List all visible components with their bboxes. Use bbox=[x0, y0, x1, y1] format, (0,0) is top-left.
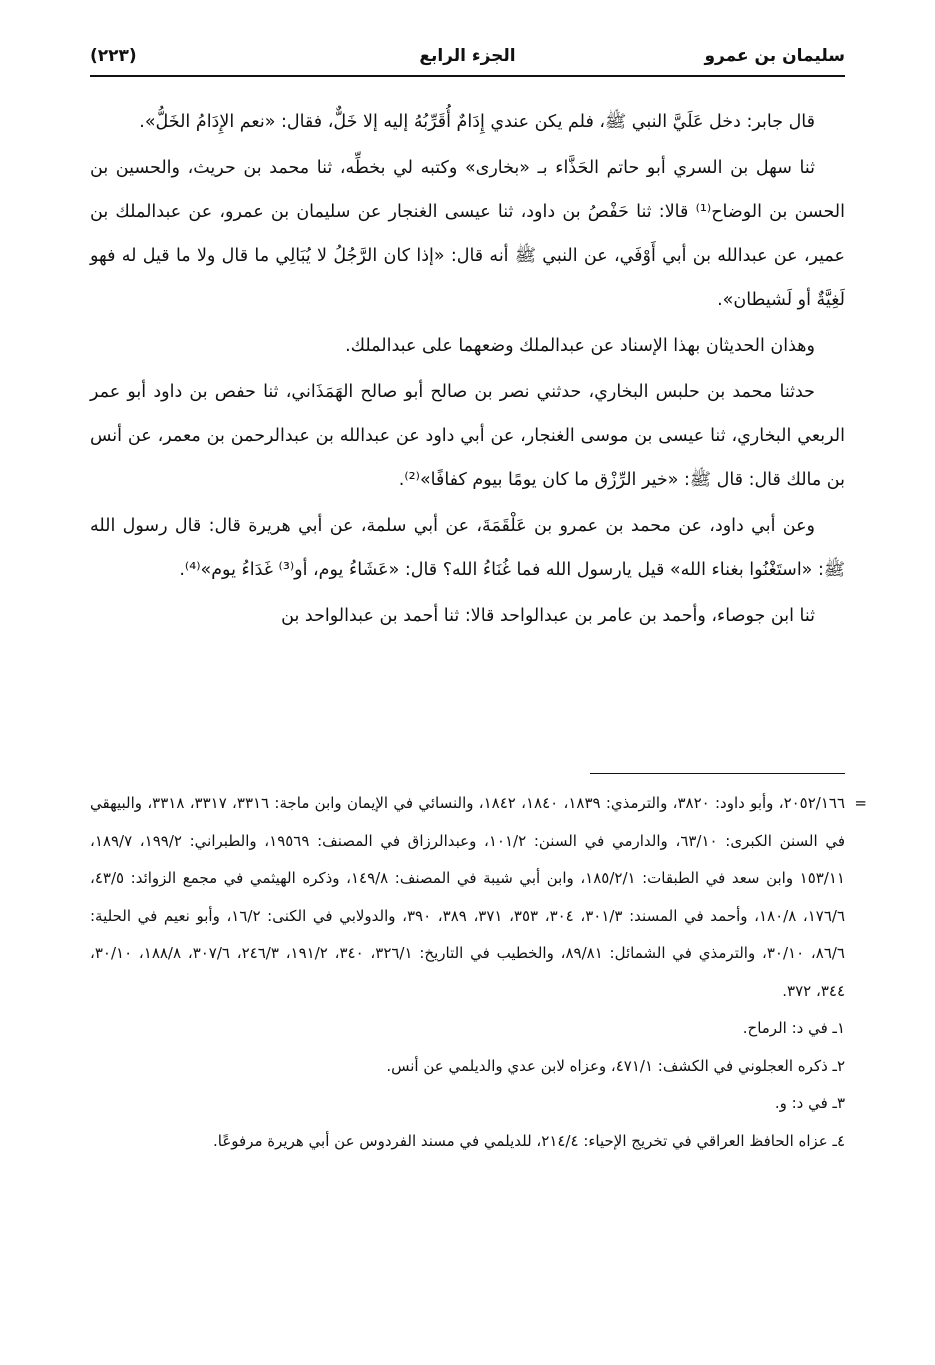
footnote: ٤ـ عزاه الحافظ العراقي في تخريج الإحياء: ٢١٤/٤، للديلمي في مسند الفردوس عن أبي هريرة مرفوعًا. bbox=[213, 1131, 845, 1150]
paragraph: ثنا سهل بن السري أبو حاتم الحَذَّاء بـ «بخارى» وكتبه لي بخطِّه، ثنا محمد بن حريث، والحسين بن الحسن بن الوضاح⁽¹⁾ قالا: ثنا حَفْصُ بن داود، ثنا عيسى الغنجار عن سليمان بن عمرو، عن عبدالملك بن عمير، عن عبدالله بن أبي أَوْفَي، عن النبي ﷺ أنه قال: «إذا كان الرَّجُلُ لا يُبَالِي ما قال ولا ما قيل له فهو لَغِيَّةٌ أو لَشيطان». bbox=[90, 158, 845, 310]
footnote: ٢ـ ذكره العجلوني في الكشف: ٤٧١/١، وعزاه لابن عدي والديلمي عن أنس. bbox=[386, 1056, 845, 1075]
paragraph: ثنا ابن جوصاء، وأحمد بن عامر بن عبدالواحد قالا: ثنا أحمد بن عبدالواحد بن bbox=[281, 606, 815, 626]
main-text bbox=[90, 100, 845, 640]
header-section-title: سليمان بن عمرو bbox=[704, 46, 845, 66]
paragraph: وهذان الحديثان بهذا الإسناد عن عبدالملك وضعهما على عبدالملك. bbox=[345, 336, 815, 356]
paragraph: قال جابر: دخل عَلَيَّ النبي ﷺ، فلم يكن عندي إِدَامٌ أُقَرِّبُهُ إليه إلا خَلٌّ، فقال: «نعم الإِدَامُ الخَلُّ». bbox=[139, 112, 815, 132]
footnote-continuation: ٢٠٥٢/١٦٦، وأبو داود: ٣٨٢٠، والترمذي: ١٨٣٩، ١٨٤٠، ١٨٤٢، والنسائي في الإيمان وابن ماجة: ٣٣١٦، ٣٣١٧، ٣٣١٨، والبيهقي في السنن الكبرى: ٦٣/١٠، والدارمي في السنن: ١٠١/٢، وعبدالرزاق في المصنف: ١٩٥٦٩، والطبراني: ١٩٩/٢، ١٨٩/٧، ١٥٣/١١ وابن سعد في الطبقات: ١٨٥/٢/١، وابن أبي شيبة في المصنف: ١٤٩/٨، وذكره الهيثمي في مجمع الزوائد: ٤٣/٥، ١٧٦/٦، ١٨٠/٨، وأحمد في المسند: ٣٠١/٣، ٣٠٤، ٣٥٣، ٣٧١، ٣٨٩، ٣٩٠، والدولابي في الكنى: ١٦/٢، وأبو نعيم في الحلية: ٨٦/٦، ٣٠/١٠، والترمذي في الشمائل: ٨٩/٨١، والخطيب في التاريخ: ٣٢٦/١، ٣٤٠، ١٩١/٢، ٢٤٦/٣، ٣٠٧/٦، ١٨٨/٨، ٣٠/١٠، ٣٤٤، ٣٧٢. bbox=[90, 794, 846, 1000]
header-volume-title: الجزء الرابع bbox=[419, 46, 516, 66]
header-rule bbox=[90, 75, 845, 77]
continuation-marker: = bbox=[854, 794, 867, 812]
paragraph: حدثنا محمد بن حلبس البخاري، حدثني نصر بن صالح أبو صالح الهَمَذَاني، ثنا حفص بن داود أبو عمر الربعي البخاري، ثنا عيسى بن موسى الغنجار، عن أبي داود عن عبدالله بن عبدالرحمن بن معمر، عن أنس بن مالك قال: قال ﷺ: «خير الرِّزْق ما كان يومًا بيوم كفافًا»⁽²⁾. bbox=[90, 382, 845, 490]
running-header bbox=[90, 40, 845, 76]
footnote: ١ـ في د: الرماح. bbox=[742, 1019, 845, 1037]
paragraph: وعن أبي داود، عن محمد بن عمرو بن عَلْقَمَةَ، عن أبي سلمة، عن أبي هريرة قال: قال رسول الله ﷺ: «استَغْنُوا بغناء الله» قيل يارسول الله فما غُنَاءُ الله؟ قال: «عَشَاءُ يوم، أو⁽³⁾ غَدَاءُ يوم»⁽⁴⁾. bbox=[90, 516, 845, 580]
footnotes bbox=[90, 785, 867, 1160]
footnote: ٣ـ في د: و. bbox=[774, 1094, 845, 1112]
footnote-rule bbox=[590, 773, 845, 774]
page-number: (٢٢٣) bbox=[90, 46, 137, 66]
